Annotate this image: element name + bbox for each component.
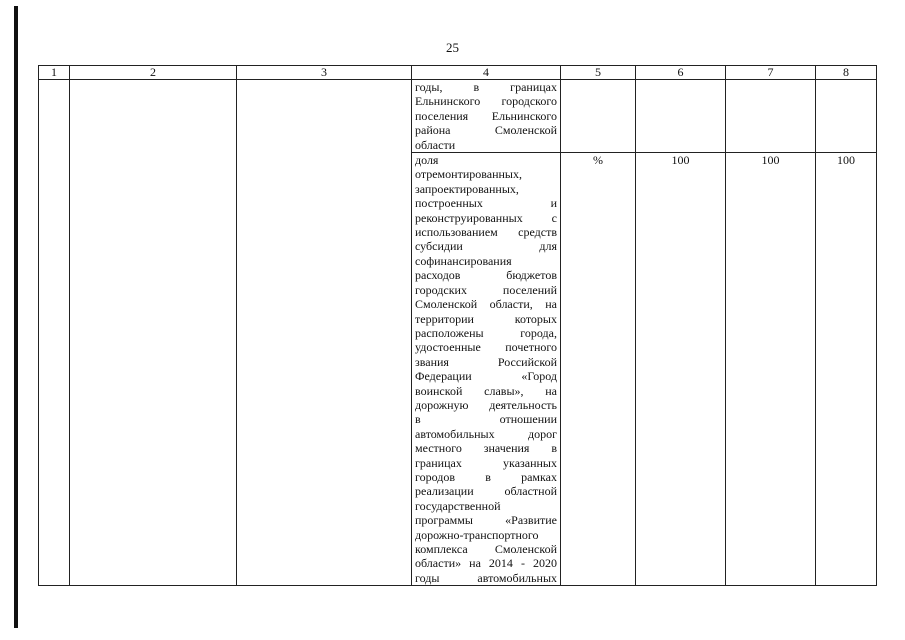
page-number: 25 (446, 40, 459, 55)
cell-1 (39, 80, 70, 586)
cell-2 (70, 80, 237, 586)
text-line: доля (415, 153, 439, 168)
header-cell-6: 6 (636, 66, 726, 80)
text-line: программы «Развитие (415, 513, 557, 528)
text-line: поселения Ельнинского (415, 108, 557, 123)
left-margin-bar (14, 6, 18, 628)
header-cell-7: 7 (726, 66, 816, 80)
text-line: софинансирования (415, 253, 512, 268)
text-line: субсидии для (415, 239, 557, 254)
text-line: территории которых (415, 311, 557, 326)
value-cell: 100 (816, 153, 877, 586)
text-line: запроектированных, (415, 181, 519, 196)
table-header-row (39, 66, 877, 80)
text-line: границах указанных (415, 455, 557, 470)
unit-cell: % (561, 153, 636, 586)
header-cell-8: 8 (816, 66, 877, 80)
text-line: городов в рамках (415, 469, 557, 484)
text-line: удостоенные почетного (415, 340, 557, 355)
unit-cell (561, 80, 636, 153)
text-line: местного значения в (415, 441, 557, 456)
value-cell: 100 (636, 153, 726, 586)
text-line: Федерации «Город (415, 369, 557, 384)
text-line: отремонтированных, (415, 167, 522, 182)
text-line: дорожную деятельность (415, 397, 557, 412)
text-line: звания Российской (415, 354, 557, 369)
header-cell-1: 1 (39, 66, 70, 80)
header-cell-2: 2 (70, 66, 237, 80)
text-line: годы автомобильных (415, 570, 557, 585)
text-line: в отношении (415, 412, 557, 427)
header-cell-4: 4 (412, 66, 561, 80)
text-line: комплекса Смоленской (415, 542, 557, 556)
text-line: дорожно-транспортного (415, 527, 539, 542)
value-cell (636, 80, 726, 153)
text-line: годы, в границах (415, 80, 557, 94)
table-row (39, 80, 877, 153)
text-line: области (415, 137, 456, 152)
text-line: воинской славы», на (415, 383, 557, 398)
text-line: городских поселений (415, 282, 557, 297)
text-line: расположены города, (415, 325, 557, 340)
text-line: реализации областной (415, 484, 557, 499)
value-cell (816, 80, 877, 153)
text-line: реконструированных с (415, 210, 557, 225)
text-line: расходов бюджетов (415, 268, 557, 283)
header-cell-5: 5 (561, 66, 636, 80)
indicator-text-cell (412, 153, 561, 586)
header-cell-3: 3 (237, 66, 412, 80)
value-cell: 100 (726, 153, 816, 586)
value-cell (726, 80, 816, 153)
text-line: района Смоленской (415, 123, 557, 138)
text-line: использованием средств (415, 225, 557, 240)
text-line: государственной (415, 498, 501, 513)
indicator-text-cell (412, 80, 561, 153)
indicator-table (38, 65, 877, 586)
cell-3 (237, 80, 412, 586)
text-line: построенных и (415, 196, 557, 211)
text-line: Смоленской области, на (415, 297, 557, 312)
text-line: области» на 2014 - 2020 (415, 556, 557, 571)
text-line: автомобильных дорог (415, 426, 557, 441)
text-line: Ельнинского городского (415, 94, 557, 109)
